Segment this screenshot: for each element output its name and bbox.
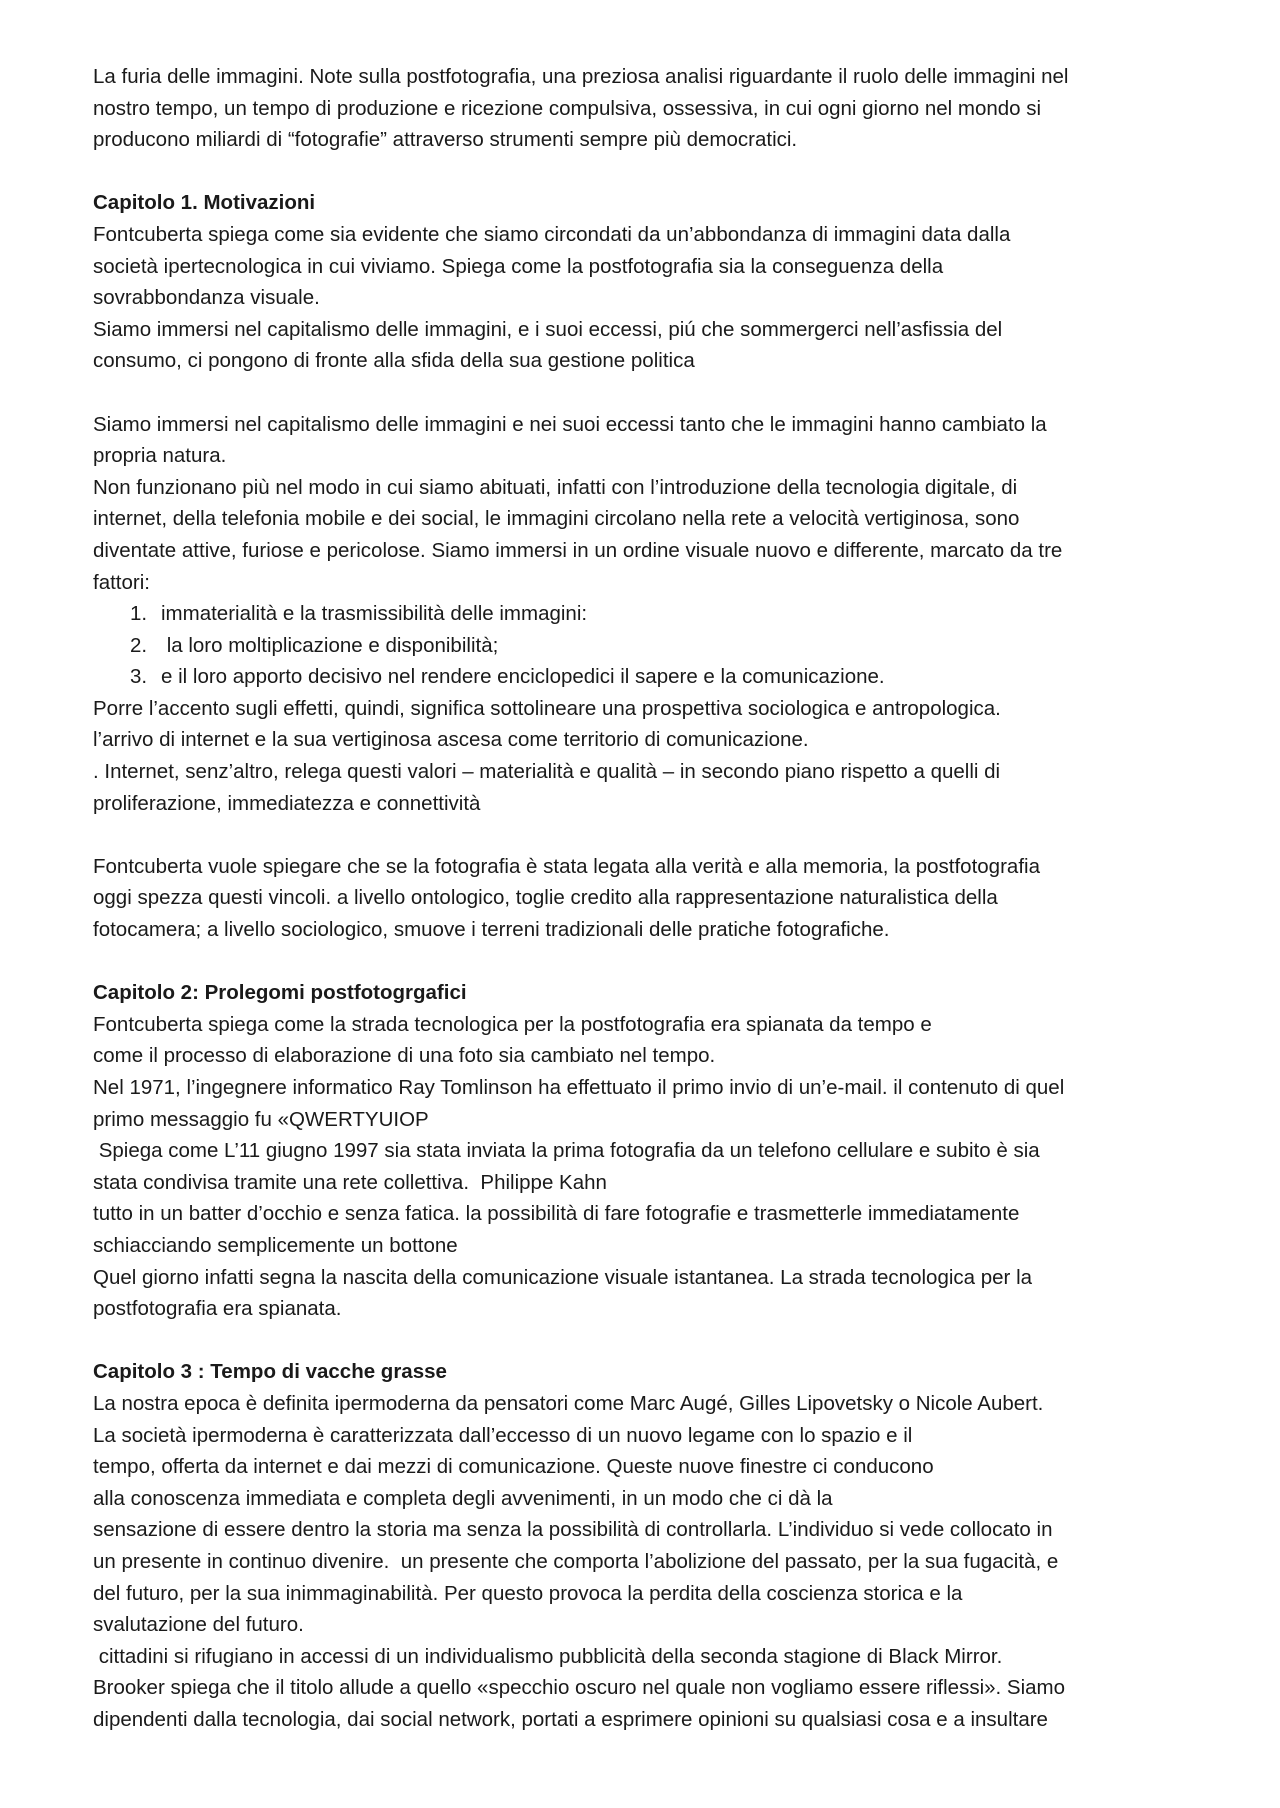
chapter-2-heading: Capitolo 2: Prolegomi postfotogrgafici <box>93 981 467 1005</box>
list-item <box>93 598 1220 630</box>
text-line: Siamo immersi nel capitalismo delle immagini e nei suoi eccessi tanto che le immagini hanno cambiato la <box>93 412 1047 436</box>
chapter-1-heading: Capitolo 1. Motivazioni <box>93 191 316 215</box>
text-line: cittadini si rifugiano in accessi di un individualismo pubblicità della seconda stagione di Black Mirror. <box>93 1644 1003 1668</box>
list-item-text: e il loro apporto decisivo nel rendere enciclopedici il sapere e la comunicazione. <box>161 665 885 689</box>
text-line: fotocamera; a livello sociologico, smuove i terreni tradizionali delle pratiche fotografiche. <box>93 918 890 942</box>
list-number: 2. <box>130 633 148 657</box>
list-number: 3. <box>130 665 148 689</box>
text-line: Spiega come L’11 giugno 1997 sia stata inviata la prima fotografia da un telefono cellulare e subito è sia <box>93 1139 1040 1163</box>
text-line: La società ipermoderna è caratterizzata dall’eccesso di un nuovo legame con lo spazio e il <box>93 1423 913 1447</box>
text-line: sovrabbondanza visuale. <box>93 286 320 310</box>
list-item <box>93 661 1220 693</box>
text-line: . Internet, senz’altro, relega questi valori – materialità e qualità – in secondo piano rispetto a quelli di <box>93 760 1001 784</box>
text-line: Fontcuberta spiega come sia evidente che siamo circondati da un’abbondanza di immagini data dalla <box>93 222 1011 246</box>
text-line: diventate attive, furiose e pericolose. Siamo immersi in un ordine visuale nuovo e differente, marcato da tre <box>93 538 1063 562</box>
chapter-3-heading: Capitolo 3 : Tempo di vacche grasse <box>93 1360 447 1384</box>
text-line: svalutazione del futuro. <box>93 1613 304 1637</box>
text-line: Quel giorno infatti segna la nascita della comunicazione visuale istantanea. La strada tecnologica per la <box>93 1265 1033 1289</box>
list-item <box>93 630 1220 662</box>
text-line: primo messaggio fu «QWERTYUIOP <box>93 1107 429 1131</box>
list-item-text: la loro moltiplicazione e disponibilità; <box>161 633 499 657</box>
numbered-list <box>93 598 1220 693</box>
text-line: oggi spezza questi vincoli. a livello ontologico, toglie credito alla rappresentazione naturalistica della <box>93 886 998 910</box>
chapter-1-paragraph <box>93 409 1220 599</box>
text-line: proliferazione, immediatezza e connettività <box>93 791 481 815</box>
text-line: sensazione di essere dentro la storia ma senza la possibilità di controllarla. L’individuo si vede collocato in <box>93 1518 1053 1542</box>
chapter-1-paragraph <box>93 219 1220 377</box>
text-line: postfotografia era spianata. <box>93 1297 342 1321</box>
text-line: Siamo immersi nel capitalismo delle immagini, e i suoi eccessi, piú che sommergerci nell’asfissia del <box>93 317 1003 341</box>
chapter-2-paragraph <box>93 1009 1220 1325</box>
text-line: società ipertecnologica in cui viviamo. Spiega come la postfotografia sia la conseguenza della <box>93 254 944 278</box>
text-line: tutto in un batter d’occhio e senza fatica. la possibilità di fare fotografie e trasmetterle immediatamente <box>93 1202 1020 1226</box>
text-line: nostro tempo, un tempo di produzione e ricezione compulsiva, ossessiva, in cui ogni giorno nel mondo si <box>93 96 1042 120</box>
text-line: Porre l’accento sugli effetti, quindi, significa sottolineare una prospettiva sociologica e antropologica. <box>93 696 1001 720</box>
text-line: consumo, ci pongono di fronte alla sfida della sua gestione politica <box>93 349 695 373</box>
text-line: producono miliardi di “fotografie” attraverso strumenti sempre più democratici. <box>93 128 798 152</box>
text-line: l’arrivo di internet e la sua vertiginosa ascesa come territorio di comunicazione. <box>93 728 809 752</box>
list-item-text: immaterialità e la trasmissibilità delle immagini: <box>161 602 588 626</box>
text-line: La furia delle immagini. Note sulla postfotografia, una preziosa analisi riguardante il ruolo delle immagini nel <box>93 65 1069 88</box>
intro-paragraph <box>93 61 1220 156</box>
text-line: Non funzionano più nel modo in cui siamo abituati, infatti con l’introduzione della tecnologia digitale, di <box>93 475 1018 499</box>
chapter-1-paragraph <box>93 851 1220 946</box>
text-line: Nel 1971, l’ingegnere informatico Ray Tomlinson ha effettuato il primo invio di un’e-mail. il contenuto di quel <box>93 1076 1065 1099</box>
text-line: internet, della telefonia mobile e dei social, le immagini circolano nella rete a velocità vertiginosa, sono <box>93 507 1020 531</box>
text-line: fattori: <box>93 570 150 594</box>
text-line: come il processo di elaborazione di una foto sia cambiato nel tempo. <box>93 1044 716 1068</box>
text-line: schiacciando semplicemente un bottone <box>93 1233 458 1257</box>
text-line: Fontcuberta spiega come la strada tecnologica per la postfotografia era spianata da tempo e <box>93 1012 932 1036</box>
text-line: alla conoscenza immediata e completa degli avvenimenti, in un modo che ci dà la <box>93 1486 833 1510</box>
list-number: 1. <box>130 602 148 626</box>
text-line: del futuro, per la sua inimmaginabilità. Per questo provoca la perdita della coscienza storica e la <box>93 1581 963 1605</box>
chapter-3-paragraph <box>93 1388 1220 1736</box>
text-line: stata condivisa tramite una rete collettiva. Philippe Kahn <box>93 1170 607 1194</box>
text-line: Fontcuberta vuole spiegare che se la fotografia è stata legata alla verità e alla memoria, la postfotografia <box>93 854 1040 878</box>
text-line: dipendenti dalla tecnologia, dai social network, portati a esprimere opinioni su qualsiasi cosa e a insultare <box>93 1707 1048 1731</box>
text-line: propria natura. <box>93 444 227 468</box>
text-line: La nostra epoca è definita ipermoderna da pensatori come Marc Augé, Gilles Lipovetsky o Nicole Aubert. <box>93 1391 1044 1415</box>
text-line: un presente in continuo divenire. un presente che comporta l’abolizione del passato, per la sua fugacità, e <box>93 1549 1059 1573</box>
chapter-1-paragraph <box>93 693 1220 819</box>
text-line: tempo, offerta da internet e dai mezzi di comunicazione. Queste nuove finestre ci conducono <box>93 1455 934 1479</box>
text-line: Brooker spiega che il titolo allude a quello «specchio oscuro nel quale non vogliamo essere riflessi». Siamo <box>93 1676 1066 1700</box>
